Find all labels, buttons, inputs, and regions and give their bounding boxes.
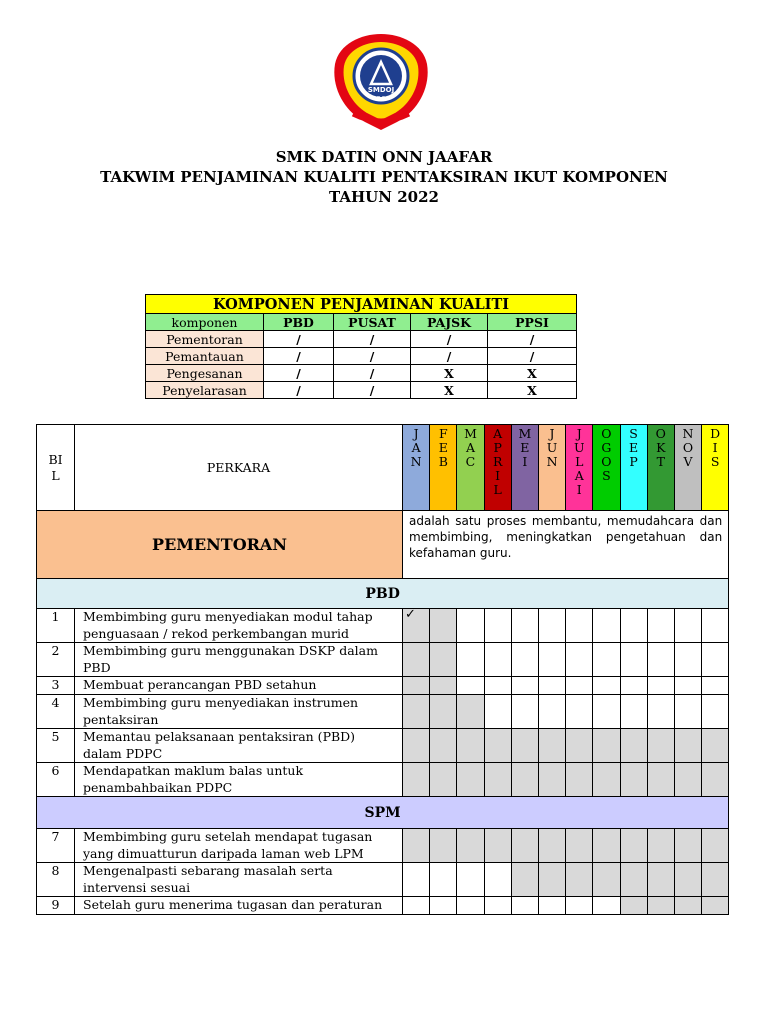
group-title: PBD	[37, 579, 729, 609]
month-cell	[403, 695, 430, 729]
group-title: SPM	[37, 797, 729, 829]
month-letter: E	[629, 440, 639, 455]
month-letter: N	[546, 454, 558, 469]
month-cell	[674, 677, 701, 695]
month-letter: I	[576, 482, 582, 497]
month-cell	[566, 729, 593, 763]
table-row	[37, 609, 729, 643]
month-cell	[484, 643, 511, 677]
row-label: Pemantauan	[146, 348, 264, 365]
month-cell	[430, 729, 457, 763]
month-cell	[403, 763, 430, 797]
month-cell	[702, 763, 729, 797]
checkmark-icon: ✓	[405, 607, 416, 622]
month-cell	[620, 829, 647, 863]
month-letter: T	[656, 454, 665, 469]
month-letter: E	[520, 440, 530, 455]
month-cell	[702, 609, 729, 643]
month-cell	[566, 677, 593, 695]
month-cell	[484, 863, 511, 897]
month-cell	[403, 643, 430, 677]
month-cell	[430, 643, 457, 677]
month-cell	[484, 829, 511, 863]
item-text-line: dalam PDPC	[83, 745, 163, 761]
month-cell	[593, 609, 620, 643]
month-cell	[566, 763, 593, 797]
item-text	[75, 897, 403, 915]
month-cell	[702, 643, 729, 677]
month-letter: R	[492, 454, 503, 469]
item-text-line: Mengenalpasti sebarang masalah serta	[83, 863, 333, 878]
item-text	[75, 643, 403, 677]
item-number: 7	[37, 829, 75, 863]
item-text	[75, 729, 403, 763]
month-letter: M	[464, 426, 477, 441]
month-cell	[647, 829, 674, 863]
month-cell	[430, 695, 457, 729]
table-row	[37, 677, 729, 695]
item-text	[75, 863, 403, 897]
document-year: TAHUN 2022	[329, 188, 439, 206]
month-cell	[620, 863, 647, 897]
month-cell	[484, 677, 511, 695]
month-cell	[511, 763, 538, 797]
month-letter: I	[495, 468, 501, 483]
month-cell	[566, 829, 593, 863]
month-cell	[484, 695, 511, 729]
item-text	[75, 677, 403, 695]
document-title: TAKWIM PENJAMINAN KUALITI PENTAKSIRAN IKUT KOMPONEN	[100, 168, 668, 186]
month-cell	[457, 897, 484, 915]
month-header	[430, 425, 457, 511]
month-letter: S	[602, 468, 611, 483]
month-cell	[620, 677, 647, 695]
month-cell	[538, 609, 565, 643]
month-cell	[620, 897, 647, 915]
month-header	[702, 425, 729, 511]
month-header	[511, 425, 538, 511]
month-letter: O	[655, 426, 666, 441]
month-cell	[484, 609, 511, 643]
month-cell	[620, 729, 647, 763]
month-cell	[566, 863, 593, 897]
month-cell	[430, 829, 457, 863]
month-cell	[403, 729, 430, 763]
month-cell	[620, 695, 647, 729]
month-cell	[702, 863, 729, 897]
month-cell	[647, 897, 674, 915]
month-letter: S	[710, 454, 720, 469]
month-cell	[457, 695, 484, 729]
table-row	[37, 829, 729, 863]
item-number: 6	[37, 763, 75, 797]
item-number: 3	[37, 677, 75, 695]
column-header: PAJSK	[411, 314, 488, 331]
month-cell	[647, 729, 674, 763]
month-cell	[538, 897, 565, 915]
schedule-header-row	[37, 425, 729, 511]
column-header: PUSAT	[334, 314, 411, 331]
month-header	[620, 425, 647, 511]
cell-value: /	[488, 331, 577, 348]
month-cell	[702, 677, 729, 695]
month-cell	[538, 677, 565, 695]
item-text	[75, 763, 403, 797]
month-letter: O	[682, 440, 694, 455]
item-text-line: penambahbaikan PDPC	[83, 779, 233, 795]
item-text-line: Memantau pelaksanaan pentaksiran (PBD)	[83, 729, 356, 744]
bil-header: BI L	[37, 425, 75, 511]
month-cell	[566, 897, 593, 915]
month-cell	[674, 643, 701, 677]
table-row	[146, 348, 577, 365]
month-cell	[484, 763, 511, 797]
month-cell	[674, 897, 701, 915]
month-cell	[674, 829, 701, 863]
month-letter: L	[575, 454, 584, 469]
cell-value: /	[334, 382, 411, 399]
month-cell	[403, 863, 430, 897]
cell-value: /	[264, 331, 334, 348]
month-cell	[538, 829, 565, 863]
month-cell	[457, 729, 484, 763]
month-cell	[620, 609, 647, 643]
month-letter: I	[712, 440, 718, 455]
row-label: Pementoran	[146, 331, 264, 348]
month-cell	[511, 609, 538, 643]
month-cell	[538, 863, 565, 897]
month-cell	[593, 677, 620, 695]
cell-value: /	[264, 348, 334, 365]
item-number: 8	[37, 863, 75, 897]
month-letter: G	[601, 440, 612, 455]
month-letter: F	[438, 426, 448, 441]
month-letter: A	[465, 440, 475, 455]
item-text	[75, 695, 403, 729]
month-cell	[457, 863, 484, 897]
month-letter: J	[413, 426, 419, 441]
month-letter: B	[438, 454, 448, 469]
month-header	[538, 425, 565, 511]
month-letter: A	[493, 426, 503, 441]
item-number: 9	[37, 897, 75, 915]
month-cell	[702, 897, 729, 915]
item-text-line: Membimbing guru menyediakan modul tahap	[83, 609, 373, 624]
month-cell	[457, 609, 484, 643]
month-cell	[647, 677, 674, 695]
month-cell	[647, 643, 674, 677]
table-row	[37, 863, 729, 897]
school-name: SMK DATIN ONN JAAFAR	[275, 148, 493, 166]
month-header	[403, 425, 430, 511]
month-letter: U	[546, 440, 558, 455]
month-cell	[430, 609, 457, 643]
month-cell	[403, 897, 430, 915]
group-band-row	[37, 579, 729, 609]
table-row	[37, 729, 729, 763]
month-cell	[511, 695, 538, 729]
month-cell	[593, 897, 620, 915]
month-cell	[430, 863, 457, 897]
row-label: Pengesanan	[146, 365, 264, 382]
month-cell	[674, 763, 701, 797]
month-cell	[566, 695, 593, 729]
item-number: 4	[37, 695, 75, 729]
month-cell	[457, 643, 484, 677]
item-text-line: Membimbing guru setelah mendapat tugasan	[83, 829, 373, 844]
month-cell	[566, 609, 593, 643]
month-header	[593, 425, 620, 511]
month-letter: V	[683, 454, 693, 469]
month-cell	[511, 677, 538, 695]
month-cell	[511, 729, 538, 763]
month-cell	[457, 829, 484, 863]
month-cell	[647, 863, 674, 897]
month-header	[647, 425, 674, 511]
cell-value: X	[411, 365, 488, 382]
logo-subtext: B.P	[376, 96, 386, 102]
item-text-line: Membuat perancangan PBD setahun	[83, 677, 317, 692]
month-cell	[593, 829, 620, 863]
month-letter: I	[522, 454, 528, 469]
component-table-title: KOMPONEN PENJAMINAN KUALITI	[146, 295, 577, 314]
item-number: 5	[37, 729, 75, 763]
month-cell	[702, 829, 729, 863]
month-letter: J	[576, 426, 582, 441]
table-row	[37, 695, 729, 729]
title-block	[0, 147, 768, 207]
month-cell	[457, 677, 484, 695]
cell-value: X	[411, 382, 488, 399]
group-band-row	[37, 797, 729, 829]
month-cell	[484, 729, 511, 763]
item-text-line: pentaksiran	[83, 711, 159, 727]
cell-value: X	[488, 365, 577, 382]
section-title: PEMENTORAN	[37, 511, 403, 579]
month-cell	[647, 695, 674, 729]
month-cell	[647, 609, 674, 643]
section-description: adalah satu proses membantu, memudahcara dan membimbing, meningkatkan pengetahuan dan kefahaman guru.	[403, 511, 729, 579]
perkara-header: PERKARA	[75, 425, 403, 511]
month-cell	[593, 863, 620, 897]
month-letter: P	[493, 440, 502, 455]
month-letter: D	[710, 426, 721, 441]
column-header: PPSI	[488, 314, 577, 331]
item-text-line: PBD	[83, 659, 111, 675]
month-letter: L	[493, 482, 502, 497]
item-number: 2	[37, 643, 75, 677]
month-cell	[620, 763, 647, 797]
item-text-line: Membimbing guru menggunakan DSKP dalam	[83, 643, 378, 658]
month-cell	[593, 643, 620, 677]
month-cell	[593, 763, 620, 797]
month-letter: O	[601, 426, 612, 441]
item-number: 1	[37, 609, 75, 643]
month-letter: K	[656, 440, 666, 455]
month-cell	[430, 763, 457, 797]
month-cell	[511, 829, 538, 863]
month-cell	[538, 643, 565, 677]
month-cell	[457, 763, 484, 797]
month-letter: P	[629, 454, 638, 469]
month-cell	[593, 695, 620, 729]
cell-value: /	[264, 382, 334, 399]
month-cell	[511, 863, 538, 897]
month-cell	[674, 609, 701, 643]
month-letter: E	[438, 440, 448, 455]
month-cell	[674, 729, 701, 763]
month-letter: A	[411, 440, 421, 455]
table-row	[146, 382, 577, 399]
month-header	[674, 425, 701, 511]
month-cell	[702, 729, 729, 763]
month-letter: N	[682, 426, 694, 441]
month-cell	[511, 897, 538, 915]
month-cell	[593, 729, 620, 763]
month-letter: A	[574, 468, 584, 483]
table-row	[146, 365, 577, 382]
month-cell	[538, 729, 565, 763]
cell-value: /	[411, 348, 488, 365]
month-cell	[647, 763, 674, 797]
row-label: Penyelarasan	[146, 382, 264, 399]
component-table-header	[146, 314, 577, 331]
item-text-line: yang dimuatturun daripada laman web LPM	[83, 845, 364, 861]
table-row	[37, 763, 729, 797]
month-cell	[403, 677, 430, 695]
item-text-line: Setelah guru menerima tugasan dan peraturan	[83, 897, 383, 912]
cell-value: /	[334, 331, 411, 348]
month-cell	[538, 695, 565, 729]
month-letter: J	[549, 426, 555, 441]
month-cell	[403, 609, 430, 643]
month-cell	[674, 695, 701, 729]
month-cell	[538, 763, 565, 797]
component-table	[145, 294, 577, 399]
month-header	[566, 425, 593, 511]
schedule-table	[36, 424, 729, 915]
cell-value: X	[488, 382, 577, 399]
month-header	[484, 425, 511, 511]
column-header: komponen	[146, 314, 264, 331]
column-header: PBD	[264, 314, 334, 331]
month-letter: O	[601, 454, 612, 469]
month-cell	[403, 829, 430, 863]
month-cell	[484, 897, 511, 915]
month-cell	[566, 643, 593, 677]
month-letter: N	[410, 454, 422, 469]
table-row	[37, 897, 729, 915]
cell-value: /	[488, 348, 577, 365]
month-header	[457, 425, 484, 511]
item-text	[75, 829, 403, 863]
table-row	[37, 643, 729, 677]
item-text-line: intervensi sesuai	[83, 879, 191, 895]
month-cell	[430, 677, 457, 695]
cell-value: /	[334, 365, 411, 382]
item-text-line: Membimbing guru menyediakan instrumen	[83, 695, 359, 710]
month-cell	[674, 863, 701, 897]
cell-value: /	[411, 331, 488, 348]
table-row	[146, 331, 577, 348]
month-letter: S	[629, 426, 638, 441]
logo-text: SMDOJ	[367, 86, 395, 94]
section-row	[37, 511, 729, 579]
month-cell	[511, 643, 538, 677]
item-text	[75, 609, 403, 643]
item-text-line: Mendapatkan maklum balas untuk	[83, 763, 304, 778]
item-text-line: penguasaan / rekod perkembangan murid	[83, 625, 349, 641]
cell-value: /	[334, 348, 411, 365]
month-letter: C	[465, 454, 476, 469]
month-cell	[620, 643, 647, 677]
cell-value: /	[264, 365, 334, 382]
month-letter: M	[518, 426, 532, 441]
month-letter: U	[573, 440, 585, 455]
school-logo	[331, 30, 431, 134]
month-cell	[430, 897, 457, 915]
month-cell	[702, 695, 729, 729]
